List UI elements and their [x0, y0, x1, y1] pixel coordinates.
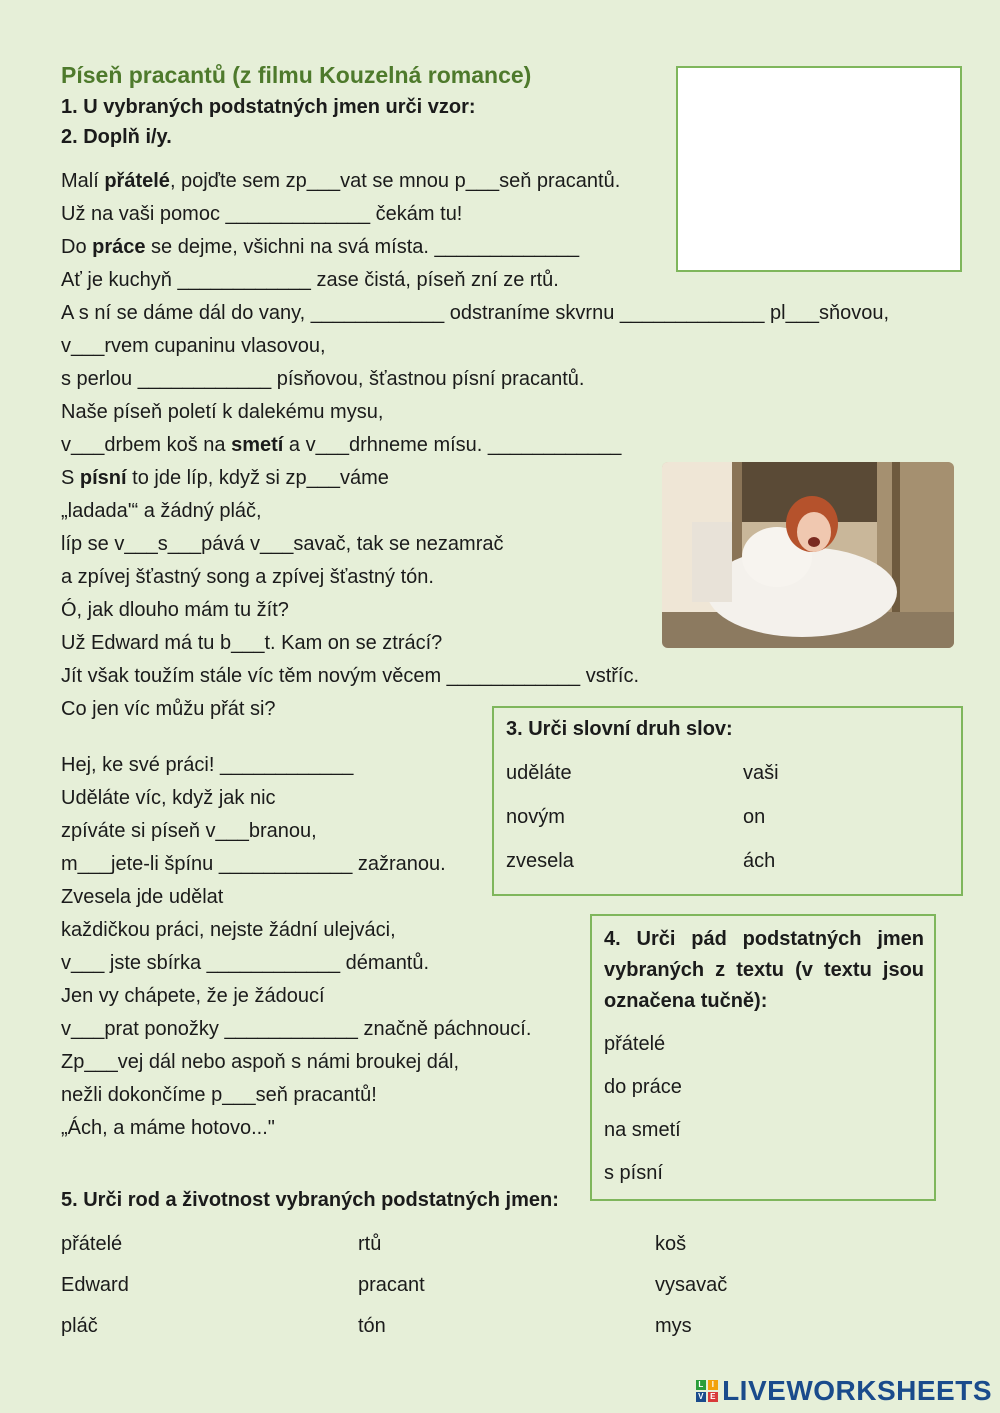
song-text-fragment: s perlou ____________ písňovou, šťastnou písní pracantů. [61, 368, 585, 390]
song-line [61, 466, 389, 490]
task5-word: koš [655, 1233, 687, 1255]
answer-box-vzor[interactable] [676, 66, 962, 272]
song-text-fragment: v___drbem koš na [61, 434, 232, 456]
song-text-fragment: , pojďte sem zp___vat se mnou p___seň pracantů. [169, 170, 621, 192]
task3-word: vaši [743, 762, 779, 784]
task4-heading: 4. Urči pád podstatných jmen vybraných z textu (v textu jsou označena tučně): [604, 928, 924, 1012]
task4-box [590, 914, 936, 1201]
task4-item: na smetí [604, 1119, 681, 1141]
song-line: nežli dokončíme p___seň pracantů! [61, 1084, 377, 1106]
song-line [61, 499, 262, 523]
song-line [61, 202, 462, 226]
task3-word: ách [743, 850, 776, 872]
song-text-fragment: a zpívej šťastný song a zpívej šťastný tón. [61, 566, 434, 588]
song-text-fragment: Ať je kuchyň ____________ zase čistá, píseň zní ze rtů. [61, 269, 559, 291]
bold-noun: písní [79, 467, 127, 489]
song-line [61, 598, 289, 622]
task3-word: novým [506, 806, 565, 828]
song-text-fragment: to jde líp, když si zp___váme [126, 467, 389, 489]
page-title: Píseň pracantů (z filmu Kouzelná romance) [61, 62, 532, 88]
song-line [61, 532, 503, 556]
task4-item: s písní [604, 1162, 663, 1184]
song-line: Hej, ke své práci! ____________ [61, 754, 354, 776]
song-text-fragment: Už na vaši pomoc _____________ čekám tu! [61, 203, 463, 225]
task2-heading: 2. Doplň i/y. [61, 126, 172, 148]
song-text-fragment: líp se v___s___pává v___savač, tak se nezamrač [61, 533, 504, 555]
task5-word: pláč [61, 1315, 98, 1337]
liveworksheets-logo-mark: L I V E [696, 1380, 718, 1402]
song-line [61, 565, 434, 589]
song-line [61, 334, 326, 358]
song-line [61, 301, 889, 325]
song-line [61, 631, 442, 655]
task5-word: rtů [358, 1233, 382, 1255]
song-line: Zvesela jde udělat [61, 886, 224, 908]
song-line: „Ách, a máme hotovo..." [61, 1117, 275, 1139]
song-line: Uděláte víc, když jak nic [61, 787, 276, 809]
song-line [61, 268, 559, 292]
song-text-fragment: Malí [61, 170, 105, 192]
task5-word: pracant [358, 1274, 425, 1296]
song-text-fragment: se dejme, všichni na svá místa. _____________ [145, 236, 580, 258]
task5-word: mys [655, 1315, 692, 1337]
song-line: zpíváte si píseň v___branou, [61, 820, 317, 842]
film-still-image [662, 462, 954, 648]
song-text-fragment: S [61, 467, 80, 489]
task4-item: do práce [604, 1076, 682, 1098]
song-line: Jen vy chápete, že je žádoucí [61, 985, 325, 1007]
song-line: v___prat ponožky ____________ značně páchnoucí. [61, 1018, 532, 1040]
bold-noun: přátelé [104, 170, 170, 192]
liveworksheets-logo-text: LIVEWORKSHEETS [722, 1375, 992, 1406]
bold-noun: práce [92, 236, 146, 258]
song-text-fragment: Už Edward má tu b___t. Kam on se ztrácí? [61, 632, 443, 654]
song-line [61, 367, 584, 391]
task5-word: Edward [61, 1274, 129, 1296]
task5-word: tón [358, 1315, 386, 1337]
song-line [61, 697, 276, 721]
song-line: Zp___vej dál nebo aspoň s námi broukej dál, [61, 1051, 460, 1073]
song-text-fragment: Co jen víc můžu přát si? [61, 698, 276, 720]
song-line [61, 169, 620, 193]
song-line: v___ jste sbírka ____________ démantů. [61, 952, 430, 974]
song-line [61, 235, 579, 259]
liveworksheets-logo [696, 1375, 992, 1407]
task5-word: přátelé [61, 1233, 123, 1255]
task3-word: uděláte [506, 762, 572, 784]
bold-noun: smetí [231, 434, 284, 456]
task3-heading: 3. Urči slovní druh slov: [506, 718, 733, 740]
song-text-fragment: Ó, jak dlouho mám tu žít? [61, 599, 289, 621]
song-text-fragment: A s ní se dáme dál do vany, ____________ odstraníme skvrnu _____________ pl___sňovou, [61, 302, 890, 324]
song-text-fragment: v___rvem cupaninu vlasovou, [61, 335, 326, 357]
song-line: každičkou práci, nejste žádní ulejváci, [61, 919, 396, 941]
song-line [61, 664, 639, 688]
song-text-fragment: Naše píseň poletí k dalekému mysu, [61, 401, 384, 423]
task3-box [492, 706, 963, 896]
song-line [61, 433, 621, 457]
task5-heading: 5. Urči rod a životnost vybraných podstatných jmen: [61, 1189, 559, 1211]
task3-word: on [743, 806, 766, 828]
task3-word: zvesela [506, 850, 574, 872]
song-text-fragment: a v___drhneme mísu. ____________ [283, 434, 622, 456]
task1-heading: 1. U vybraných podstatných jmen urči vzor: [61, 96, 476, 118]
song-line [61, 400, 383, 424]
song-text-fragment: Jít však toužím stále víc těm novým věcem ____________ vstříc. [61, 665, 640, 687]
task4-item: přátelé [604, 1033, 666, 1055]
song-line: m___jete-li špínu ____________ zažranou. [61, 853, 446, 875]
song-text-fragment: „ladada'“ a žádný pláč, [61, 500, 262, 522]
song-text-fragment: Do [61, 236, 93, 258]
task5-word: vysavač [655, 1274, 728, 1296]
